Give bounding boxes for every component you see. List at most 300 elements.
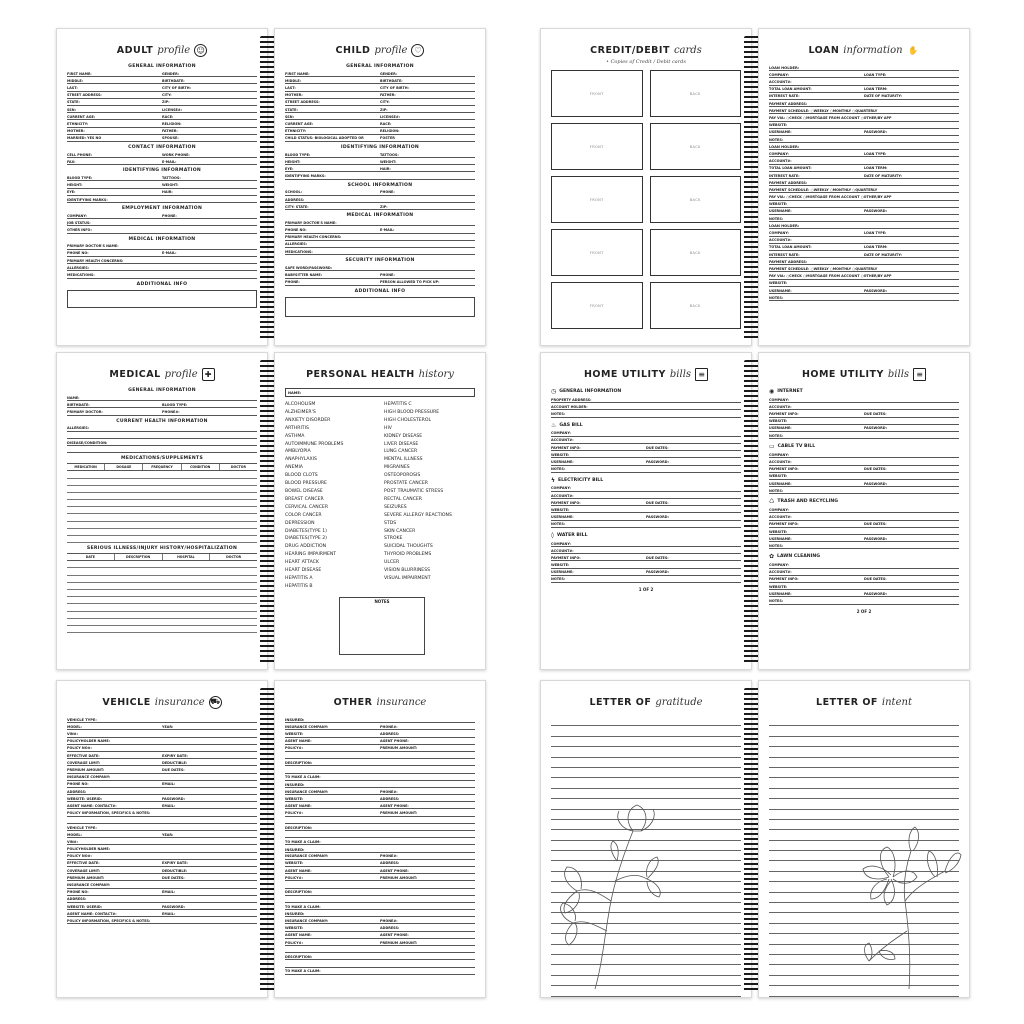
condition-item[interactable]: HEART ATTACK (285, 560, 319, 566)
form-field-row[interactable] (769, 506, 959, 513)
writing-line[interactable] (551, 924, 741, 934)
form-field-row[interactable] (769, 410, 959, 417)
form-field-row[interactable] (67, 809, 257, 816)
form-field-row[interactable] (67, 226, 257, 233)
form-field-row[interactable] (769, 114, 959, 121)
condition-item[interactable]: BREAST CANCER (285, 496, 324, 502)
form-field-row[interactable] (67, 752, 257, 759)
form-field-row[interactable] (67, 845, 257, 852)
form-field-row[interactable] (285, 196, 475, 203)
form-field-row[interactable] (285, 738, 475, 745)
form-field-row[interactable] (285, 802, 475, 809)
form-field-row[interactable] (67, 446, 257, 453)
form-field-row[interactable] (67, 439, 257, 446)
form-field-row[interactable] (67, 158, 257, 165)
table-row[interactable] (67, 493, 257, 500)
form-field-row[interactable] (769, 71, 959, 78)
form-field-row[interactable] (551, 554, 741, 561)
form-field-row[interactable] (769, 272, 959, 279)
form-field-row[interactable] (551, 485, 741, 492)
form-field-row[interactable] (67, 903, 257, 910)
condition-item[interactable]: ALZHEIMER'S (285, 409, 316, 415)
writing-line[interactable] (551, 976, 741, 986)
writing-line[interactable] (769, 903, 959, 913)
form-field-row[interactable] (551, 466, 741, 473)
form-field-row[interactable] (769, 521, 959, 528)
form-field-row[interactable] (67, 766, 257, 773)
form-field-row[interactable] (769, 535, 959, 542)
writing-line[interactable] (551, 955, 741, 965)
condition-item[interactable]: HIV (384, 425, 392, 431)
form-field-row[interactable] (67, 738, 257, 745)
form-field-row[interactable] (769, 100, 959, 107)
form-field-row[interactable] (67, 896, 257, 903)
form-field-row[interactable] (551, 499, 741, 506)
writing-line[interactable] (769, 965, 959, 975)
form-field-row[interactable] (769, 165, 959, 172)
form-field-row[interactable] (67, 181, 257, 188)
form-field-row[interactable] (769, 193, 959, 200)
condition-item[interactable]: HEPATITIS C (384, 402, 412, 407)
writing-line[interactable] (551, 893, 741, 903)
form-field-row[interactable] (769, 150, 959, 157)
form-field-row[interactable] (67, 92, 257, 99)
form-field-row[interactable] (551, 492, 741, 499)
form-field-row[interactable] (769, 265, 959, 272)
writing-line[interactable] (551, 820, 741, 830)
form-field-row[interactable] (769, 208, 959, 215)
form-field-row[interactable] (285, 960, 475, 967)
writing-line[interactable] (769, 976, 959, 986)
writing-line[interactable] (769, 726, 959, 736)
form-field-row[interactable] (285, 953, 475, 960)
form-field-row[interactable] (67, 432, 257, 439)
form-field-row[interactable] (67, 408, 257, 415)
form-field-row[interactable] (551, 561, 741, 568)
condition-item[interactable]: SEVERE ALLERGY REACTIONS (384, 512, 452, 518)
form-field-row[interactable] (67, 99, 257, 106)
writing-line[interactable] (769, 955, 959, 965)
condition-item[interactable]: POST TRAUMATIC STRESS (384, 488, 444, 494)
notes-box[interactable]: NOTES (339, 597, 425, 655)
form-field-row[interactable] (67, 394, 257, 401)
form-field-row[interactable] (285, 203, 475, 210)
form-field-row[interactable] (285, 279, 475, 286)
form-field-row[interactable] (769, 129, 959, 136)
form-field-row[interactable] (67, 212, 257, 219)
table-row[interactable] (67, 604, 257, 611)
condition-item[interactable]: HEPATITIS A (285, 575, 313, 581)
form-field-row[interactable] (285, 106, 475, 113)
table-row[interactable] (67, 536, 257, 543)
condition-item[interactable]: OSTEOPOROSIS (384, 473, 421, 479)
condition-item[interactable]: THYROID PROBLEMS (384, 552, 432, 558)
form-field-row[interactable] (769, 458, 959, 465)
condition-item[interactable]: ASTHMA (285, 433, 305, 439)
form-field-row[interactable] (285, 853, 475, 860)
form-field-row[interactable] (769, 432, 959, 439)
writing-line[interactable] (551, 913, 741, 923)
form-field-row[interactable] (285, 838, 475, 845)
form-field-row[interactable] (67, 70, 257, 77)
form-field-row[interactable] (285, 860, 475, 867)
form-field-row[interactable] (551, 513, 741, 520)
table-row[interactable] (67, 626, 257, 633)
form-field-row[interactable] (285, 77, 475, 84)
table-row[interactable] (67, 576, 257, 583)
table-row[interactable] (67, 486, 257, 493)
form-field-row[interactable] (67, 795, 257, 802)
form-field-row[interactable] (285, 158, 475, 165)
condition-item[interactable]: ANEMIA (285, 465, 303, 471)
form-field-row[interactable] (67, 128, 257, 135)
writing-line[interactable] (551, 747, 741, 757)
writing-line[interactable] (551, 830, 741, 840)
condition-item[interactable]: MENTAL ILLNESS (384, 457, 423, 463)
table-row[interactable] (67, 500, 257, 507)
form-field-row[interactable] (67, 425, 257, 432)
form-field-row[interactable] (285, 824, 475, 831)
form-field-row[interactable] (769, 237, 959, 244)
condition-item[interactable]: DRUG ADDICTION (285, 544, 327, 550)
form-field-row[interactable] (285, 917, 475, 924)
writing-line[interactable] (551, 945, 741, 955)
form-field-row[interactable] (67, 151, 257, 158)
condition-item[interactable]: HEARING IMPAIRMENT (285, 552, 337, 558)
form-field-row[interactable] (551, 576, 741, 583)
form-field-row[interactable] (551, 569, 741, 576)
writing-line[interactable] (769, 820, 959, 830)
table-row[interactable] (67, 507, 257, 514)
condition-item[interactable]: ANXIETY DISORDER (285, 417, 331, 423)
condition-item[interactable]: LIVER DISEASE (384, 441, 419, 447)
form-field-row[interactable] (285, 92, 475, 99)
condition-item[interactable]: ALCOHOLISM (285, 402, 316, 407)
writing-line[interactable] (551, 934, 741, 944)
table-row[interactable] (67, 583, 257, 590)
condition-item[interactable]: COLOR CANCER (285, 512, 322, 518)
form-field-row[interactable] (769, 466, 959, 473)
writing-lines[interactable] (551, 716, 741, 997)
form-field-row[interactable] (67, 917, 257, 924)
writing-line[interactable] (551, 965, 741, 975)
form-field-row[interactable] (67, 781, 257, 788)
writing-line[interactable] (769, 747, 959, 757)
form-field-row[interactable] (67, 77, 257, 84)
condition-item[interactable]: BOWEL DISEASE (285, 488, 323, 494)
condition-item[interactable]: ULCER (384, 560, 400, 566)
writing-line[interactable] (551, 861, 741, 871)
form-field-row[interactable] (769, 576, 959, 583)
form-field-row[interactable] (285, 241, 475, 248)
condition-item[interactable]: HIGH CHOLESTEROL (384, 417, 432, 423)
form-field-row[interactable] (67, 401, 257, 408)
form-field-row[interactable] (769, 179, 959, 186)
form-field-row[interactable] (285, 730, 475, 737)
condition-item[interactable]: DIABETES(TYPE 2) (285, 536, 327, 542)
writing-line[interactable] (769, 799, 959, 809)
form-field-row[interactable] (67, 243, 257, 250)
form-field-row[interactable] (769, 136, 959, 143)
form-field-row[interactable] (67, 745, 257, 752)
form-field-row[interactable] (285, 903, 475, 910)
form-field-row[interactable] (67, 219, 257, 226)
form-field-row[interactable] (769, 78, 959, 85)
form-field-row[interactable] (769, 561, 959, 568)
condition-item[interactable]: VISUAL IMPAIRMENT (384, 575, 431, 581)
writing-line[interactable] (551, 810, 741, 820)
condition-item[interactable]: HIGH BLOOD PRESSURE (384, 409, 440, 415)
form-field-row[interactable] (551, 410, 741, 417)
condition-item[interactable]: AMBLYOPIA (285, 449, 311, 455)
form-field-row[interactable] (67, 774, 257, 781)
writing-line[interactable] (551, 778, 741, 788)
form-field-row[interactable] (285, 968, 475, 975)
table-row[interactable] (67, 590, 257, 597)
condition-item[interactable]: HEART DISEASE (285, 568, 322, 574)
form-field-row[interactable] (769, 122, 959, 129)
writing-line[interactable] (769, 913, 959, 923)
form-field-row[interactable] (769, 172, 959, 179)
writing-line[interactable] (769, 841, 959, 851)
form-field-row[interactable] (67, 271, 257, 278)
form-field-row[interactable] (769, 280, 959, 287)
writing-line[interactable] (551, 841, 741, 851)
form-field-row[interactable] (285, 165, 475, 172)
form-field-row[interactable] (551, 547, 741, 554)
form-field-row[interactable] (285, 946, 475, 953)
form-field-row[interactable] (67, 113, 257, 120)
writing-line[interactable] (551, 758, 741, 768)
writing-line[interactable] (769, 758, 959, 768)
form-field-row[interactable] (285, 831, 475, 838)
writing-line[interactable] (769, 872, 959, 882)
writing-line[interactable] (769, 810, 959, 820)
form-field-row[interactable] (769, 107, 959, 114)
writing-line[interactable] (769, 737, 959, 747)
table-row[interactable] (67, 529, 257, 536)
condition-item[interactable]: BLOOD PRESSURE (285, 481, 327, 487)
form-field-row[interactable] (285, 172, 475, 179)
form-field-row[interactable] (769, 157, 959, 164)
form-field-row[interactable] (769, 186, 959, 193)
writing-line[interactable] (769, 882, 959, 892)
form-field-row[interactable] (769, 201, 959, 208)
writing-line[interactable] (551, 986, 741, 996)
form-field-row[interactable] (769, 542, 959, 549)
table-row[interactable] (67, 619, 257, 626)
form-field-row[interactable] (285, 234, 475, 241)
writing-line[interactable] (551, 726, 741, 736)
form-field-row[interactable] (285, 84, 475, 91)
form-field-row[interactable] (67, 723, 257, 730)
form-field-row[interactable] (285, 219, 475, 226)
condition-item[interactable]: ARTHRITIS (285, 425, 309, 431)
form-field-row[interactable] (769, 287, 959, 294)
form-field-row[interactable] (285, 745, 475, 752)
form-field-row[interactable] (769, 93, 959, 100)
writing-line[interactable] (769, 778, 959, 788)
form-field-row[interactable] (67, 759, 257, 766)
writing-line[interactable] (551, 799, 741, 809)
writing-line[interactable] (769, 789, 959, 799)
form-field-row[interactable] (769, 294, 959, 301)
form-field-row[interactable] (285, 766, 475, 773)
form-field-row[interactable] (769, 251, 959, 258)
form-field-row[interactable] (769, 569, 959, 576)
form-field-row[interactable] (551, 437, 741, 444)
form-field-row[interactable] (285, 817, 475, 824)
form-field-row[interactable] (285, 70, 475, 77)
condition-item[interactable]: DEPRESSION (285, 520, 315, 526)
form-field-row[interactable] (551, 396, 741, 403)
form-field-row[interactable] (285, 151, 475, 158)
condition-item[interactable]: ANAPHYLAXIS (285, 457, 317, 463)
writing-line[interactable] (551, 903, 741, 913)
condition-item[interactable]: STROKE (384, 536, 403, 542)
writing-line[interactable] (551, 768, 741, 778)
table-row[interactable] (67, 561, 257, 568)
form-field-row[interactable] (769, 403, 959, 410)
form-field-row[interactable] (285, 809, 475, 816)
writing-line[interactable] (769, 945, 959, 955)
form-field-row[interactable] (67, 889, 257, 896)
form-field-row[interactable] (285, 264, 475, 271)
writing-line[interactable] (551, 716, 741, 726)
writing-line[interactable] (551, 737, 741, 747)
writing-line[interactable] (769, 986, 959, 996)
form-field-row[interactable] (67, 881, 257, 888)
form-field-row[interactable] (285, 867, 475, 874)
form-field-row[interactable] (285, 759, 475, 766)
form-field-row[interactable] (285, 932, 475, 939)
form-field-row[interactable] (67, 174, 257, 181)
form-field-row[interactable] (67, 257, 257, 264)
form-field-row[interactable] (769, 480, 959, 487)
condition-item[interactable]: KIDNEY DISEASE (384, 433, 423, 439)
writing-line[interactable] (769, 924, 959, 934)
form-field-row[interactable] (285, 889, 475, 896)
form-field-row[interactable] (285, 752, 475, 759)
table-row[interactable] (67, 568, 257, 575)
form-field-row[interactable] (769, 487, 959, 494)
writing-line[interactable] (551, 872, 741, 882)
table-row[interactable] (67, 471, 257, 478)
form-field-row[interactable] (551, 540, 741, 547)
form-field-row[interactable] (285, 795, 475, 802)
form-field-row[interactable] (769, 229, 959, 236)
form-field-row[interactable] (769, 590, 959, 597)
writing-line[interactable] (769, 893, 959, 903)
form-field-row[interactable] (769, 528, 959, 535)
table-row[interactable] (67, 514, 257, 521)
form-field-row[interactable] (285, 120, 475, 127)
form-field-row[interactable] (285, 939, 475, 946)
condition-item[interactable]: SUICIDAL THOUGHTS (384, 544, 433, 550)
table-row[interactable] (67, 522, 257, 529)
writing-line[interactable] (769, 768, 959, 778)
writing-lines[interactable] (769, 716, 959, 997)
form-field-row[interactable] (551, 458, 741, 465)
form-field-row[interactable] (769, 258, 959, 265)
name-field[interactable]: NAME: (285, 388, 475, 397)
condition-item[interactable]: RECTAL CANCER (384, 496, 423, 502)
form-field-row[interactable] (67, 120, 257, 127)
form-field-row[interactable] (285, 189, 475, 196)
form-field-row[interactable] (551, 451, 741, 458)
form-field-row[interactable] (285, 128, 475, 135)
form-field-row[interactable] (285, 271, 475, 278)
form-field-row[interactable] (67, 867, 257, 874)
form-field-row[interactable] (285, 881, 475, 888)
form-field-row[interactable] (769, 513, 959, 520)
condition-item[interactable]: HEPATITIS B (285, 583, 313, 589)
condition-item[interactable]: MIGRAINES (384, 465, 410, 471)
form-field-row[interactable] (67, 874, 257, 881)
table-row[interactable] (67, 597, 257, 604)
table-row[interactable] (67, 479, 257, 486)
writing-line[interactable] (551, 851, 741, 861)
form-field-row[interactable] (67, 106, 257, 113)
writing-line[interactable] (769, 851, 959, 861)
form-field-row[interactable] (551, 430, 741, 437)
form-field-row[interactable] (67, 831, 257, 838)
form-field-row[interactable] (285, 248, 475, 255)
writing-line[interactable] (551, 789, 741, 799)
condition-item[interactable]: AUTOIMMUNE PROBLEMS (285, 441, 344, 447)
form-field-row[interactable] (285, 788, 475, 795)
condition-item[interactable]: STDS (384, 520, 397, 526)
form-field-row[interactable] (769, 583, 959, 590)
writing-line[interactable] (769, 934, 959, 944)
form-field-row[interactable] (67, 730, 257, 737)
form-field-row[interactable] (67, 838, 257, 845)
condition-item[interactable]: LUNG CANCER (384, 449, 418, 455)
form-field-row[interactable] (769, 473, 959, 480)
form-field-row[interactable] (285, 774, 475, 781)
form-field-row[interactable] (67, 189, 257, 196)
form-field-row[interactable] (285, 99, 475, 106)
form-field-row[interactable] (67, 84, 257, 91)
form-field-row[interactable] (769, 597, 959, 604)
form-field-row[interactable] (67, 860, 257, 867)
form-field-row[interactable] (285, 135, 475, 142)
writing-line[interactable] (769, 830, 959, 840)
form-field-row[interactable] (67, 135, 257, 142)
condition-item[interactable]: PROSTATE CANCER (384, 481, 428, 487)
form-field-row[interactable] (769, 215, 959, 222)
form-field-row[interactable] (769, 244, 959, 251)
form-field-row[interactable] (67, 802, 257, 809)
form-field-row[interactable] (285, 924, 475, 931)
condition-item[interactable]: SEIZURES (384, 504, 407, 510)
form-field-row[interactable] (551, 403, 741, 410)
condition-item[interactable]: SKIN CANCER (384, 528, 416, 534)
condition-item[interactable]: BLOOD CLOTS (285, 473, 318, 479)
form-field-row[interactable] (551, 444, 741, 451)
form-field-row[interactable] (285, 226, 475, 233)
condition-item[interactable]: VISION BLURRINESS (384, 568, 431, 574)
form-field-row[interactable] (67, 264, 257, 271)
writing-line[interactable] (551, 882, 741, 892)
form-field-row[interactable] (769, 86, 959, 93)
form-field-row[interactable] (67, 250, 257, 257)
form-field-row[interactable] (67, 788, 257, 795)
form-field-row[interactable] (285, 896, 475, 903)
writing-line[interactable] (769, 716, 959, 726)
form-field-row[interactable] (551, 506, 741, 513)
form-field-row[interactable] (769, 425, 959, 432)
